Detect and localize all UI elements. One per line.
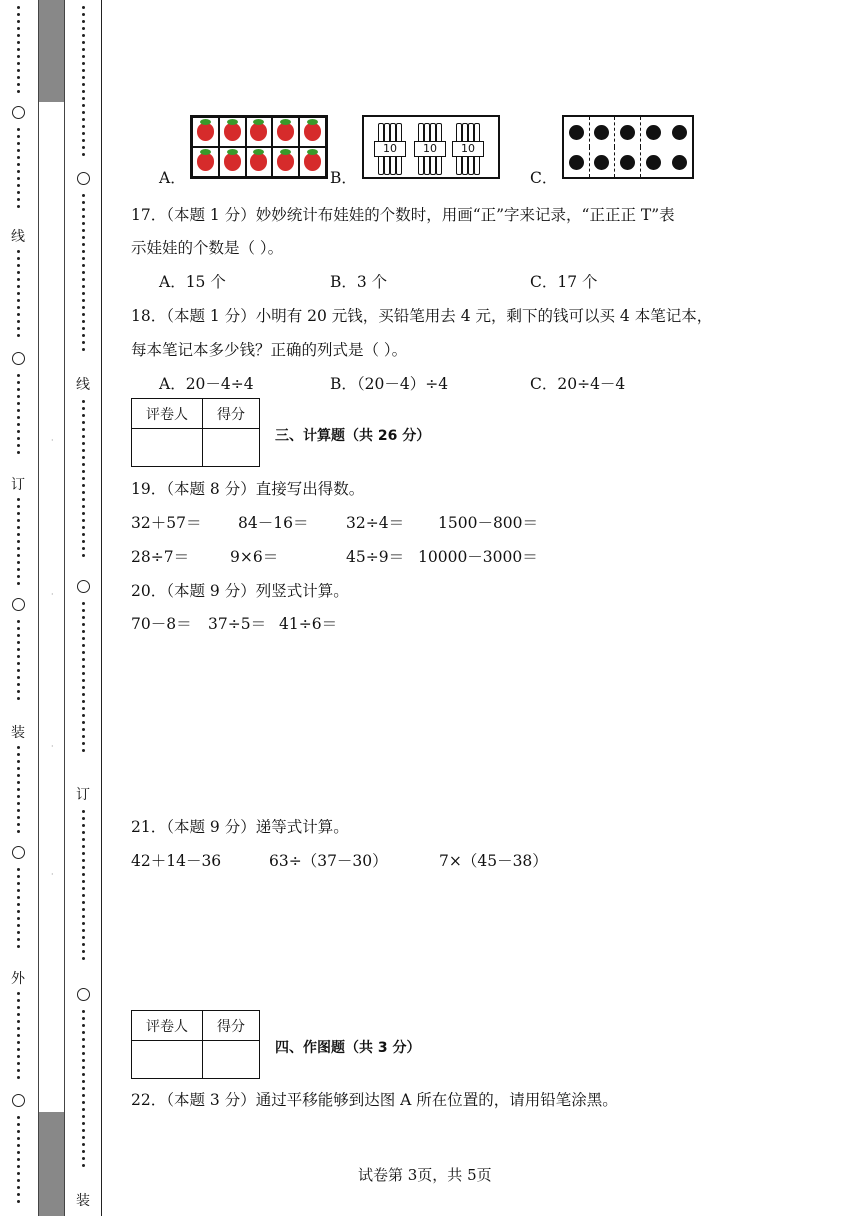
q17-text-line1: 17．（本题 1 分）妙妙统计布娃娃的个数时，用画“正”字来记录，“正正正 T”表 xyxy=(131,206,675,224)
grader-label: 评卷人 xyxy=(132,399,203,429)
gray-block-top xyxy=(39,0,64,102)
q19-item: 45÷9＝ xyxy=(346,548,405,566)
q20-item: 70－8＝ xyxy=(131,615,192,633)
q19-item: 10000－3000＝ xyxy=(418,548,538,566)
q22-title: 22．（本题 3 分）通过平移能够到达图 A 所在位置的，请用铅笔涂黑。 xyxy=(131,1091,618,1109)
dot-tenframe-figure xyxy=(562,115,694,179)
binding-circle-icon xyxy=(77,988,90,1001)
q19-item: 84－16＝ xyxy=(238,514,309,532)
section4-score-table xyxy=(131,1010,260,1079)
strawberry-icon xyxy=(197,153,214,171)
binding-circle-icon xyxy=(12,106,25,119)
section3-score-table xyxy=(131,398,260,467)
score-label: 得分 xyxy=(203,1011,260,1041)
binding-circle-icon xyxy=(12,598,25,611)
dot-icon xyxy=(620,155,635,170)
binding-char-xian: 线 xyxy=(11,229,25,245)
binding-circle-icon xyxy=(12,846,25,859)
score-cell[interactable] xyxy=(203,1041,260,1079)
section4-title: 四、作图题（共 3 分） xyxy=(275,1040,421,1056)
q17-option-b[interactable]: B．3 个 xyxy=(330,273,388,291)
dot-icon xyxy=(620,125,635,140)
strawberry-icon xyxy=(304,123,321,141)
stick-bundle-icon: 10 xyxy=(454,123,480,173)
q21-item: 7×（45－38） xyxy=(439,852,548,870)
gray-block-bottom xyxy=(39,1112,64,1216)
dot-icon xyxy=(672,125,687,140)
q19-item: 1500－800＝ xyxy=(438,514,539,532)
q19-item: 32＋57＝ xyxy=(131,514,202,532)
q16-option-c-label: C． xyxy=(530,169,558,187)
q18-text-line1: 18．（本题 1 分）小明有 20 元钱，买铅笔用去 4 元，剩下的钱可以买 4 本笔记本， xyxy=(131,307,713,325)
binding-char-zhuang-inner: 装 xyxy=(76,1193,90,1209)
binding-char-ding-inner: 订 xyxy=(76,787,90,803)
binding-circle-icon xyxy=(77,580,90,593)
dot-icon xyxy=(646,155,661,170)
binding-char-xian-inner: 线 xyxy=(76,377,90,393)
q18-option-c[interactable]: C．20÷4－4 xyxy=(530,375,626,393)
q18-option-a[interactable]: A．20－4÷4 xyxy=(159,375,254,393)
dot-icon xyxy=(569,155,584,170)
strawberry-icon xyxy=(224,153,241,171)
grader-cell[interactable] xyxy=(132,1041,203,1079)
exam-page xyxy=(101,0,860,1216)
q19-item: 9×6＝ xyxy=(230,548,279,566)
stick-bundle-icon: 10 xyxy=(376,123,402,173)
dot-icon xyxy=(672,155,687,170)
dot-icon xyxy=(594,155,609,170)
binding-char-wai: 外 xyxy=(11,971,25,987)
q19-item: 32÷4＝ xyxy=(346,514,405,532)
q18-option-b[interactable]: B．（20－4）÷4 xyxy=(330,375,449,393)
strawberry-icon xyxy=(277,123,294,141)
q18-text-line2: 每本笔记本多少钱？正确的列式是（ ）。 xyxy=(131,341,408,359)
dot-icon xyxy=(594,125,609,140)
binding-circle-icon xyxy=(12,352,25,365)
strawberry-icon xyxy=(250,123,267,141)
q16-option-b-label: B． xyxy=(330,169,357,187)
q17-option-c[interactable]: C．17 个 xyxy=(530,273,598,291)
score-cell[interactable] xyxy=(203,429,260,467)
stick-bundles-figure xyxy=(362,115,500,179)
q21-item: 63÷（37－30） xyxy=(269,852,388,870)
page-footer: 试卷第 3页，共 5页 xyxy=(358,1166,492,1184)
strawberry-icon xyxy=(277,153,294,171)
strawberry-tenframe-figure xyxy=(190,115,328,179)
q20-title: 20．（本题 9 分）列竖式计算。 xyxy=(131,582,349,600)
strawberry-icon xyxy=(224,123,241,141)
q16-option-a-label: A． xyxy=(159,169,186,187)
binding-strip-outer xyxy=(0,0,38,1216)
binding-circle-icon xyxy=(77,172,90,185)
q17-option-a[interactable]: A．15 个 xyxy=(159,273,226,291)
q21-item: 42＋14－36 xyxy=(131,852,222,870)
grader-label: 评卷人 xyxy=(132,1011,203,1041)
q20-item: 41÷6＝ xyxy=(279,615,338,633)
dot-icon xyxy=(646,125,661,140)
binding-strip-inner xyxy=(63,0,102,1216)
q17-text-line2: 示娃娃的个数是（ ）。 xyxy=(131,239,284,257)
score-label: 得分 xyxy=(203,399,260,429)
binding-dots xyxy=(17,6,21,97)
grader-cell[interactable] xyxy=(132,429,203,467)
binding-char-ding: 订 xyxy=(11,477,25,493)
stick-bundle-icon: 10 xyxy=(416,123,442,173)
strawberry-icon xyxy=(250,153,267,171)
binding-char-zhuang: 装 xyxy=(11,725,25,741)
section3-title: 三、计算题（共 26 分） xyxy=(275,428,431,444)
q19-title: 19．（本题 8 分）直接写出得数。 xyxy=(131,480,365,498)
q21-title: 21．（本题 9 分）递等式计算。 xyxy=(131,818,349,836)
dot-icon xyxy=(569,125,584,140)
strawberry-icon xyxy=(304,153,321,171)
binding-gray-band: · · · · xyxy=(38,0,65,1216)
strawberry-icon xyxy=(197,123,214,141)
q20-item: 37÷5＝ xyxy=(208,615,267,633)
q19-item: 28÷7＝ xyxy=(131,548,190,566)
binding-circle-icon xyxy=(12,1094,25,1107)
